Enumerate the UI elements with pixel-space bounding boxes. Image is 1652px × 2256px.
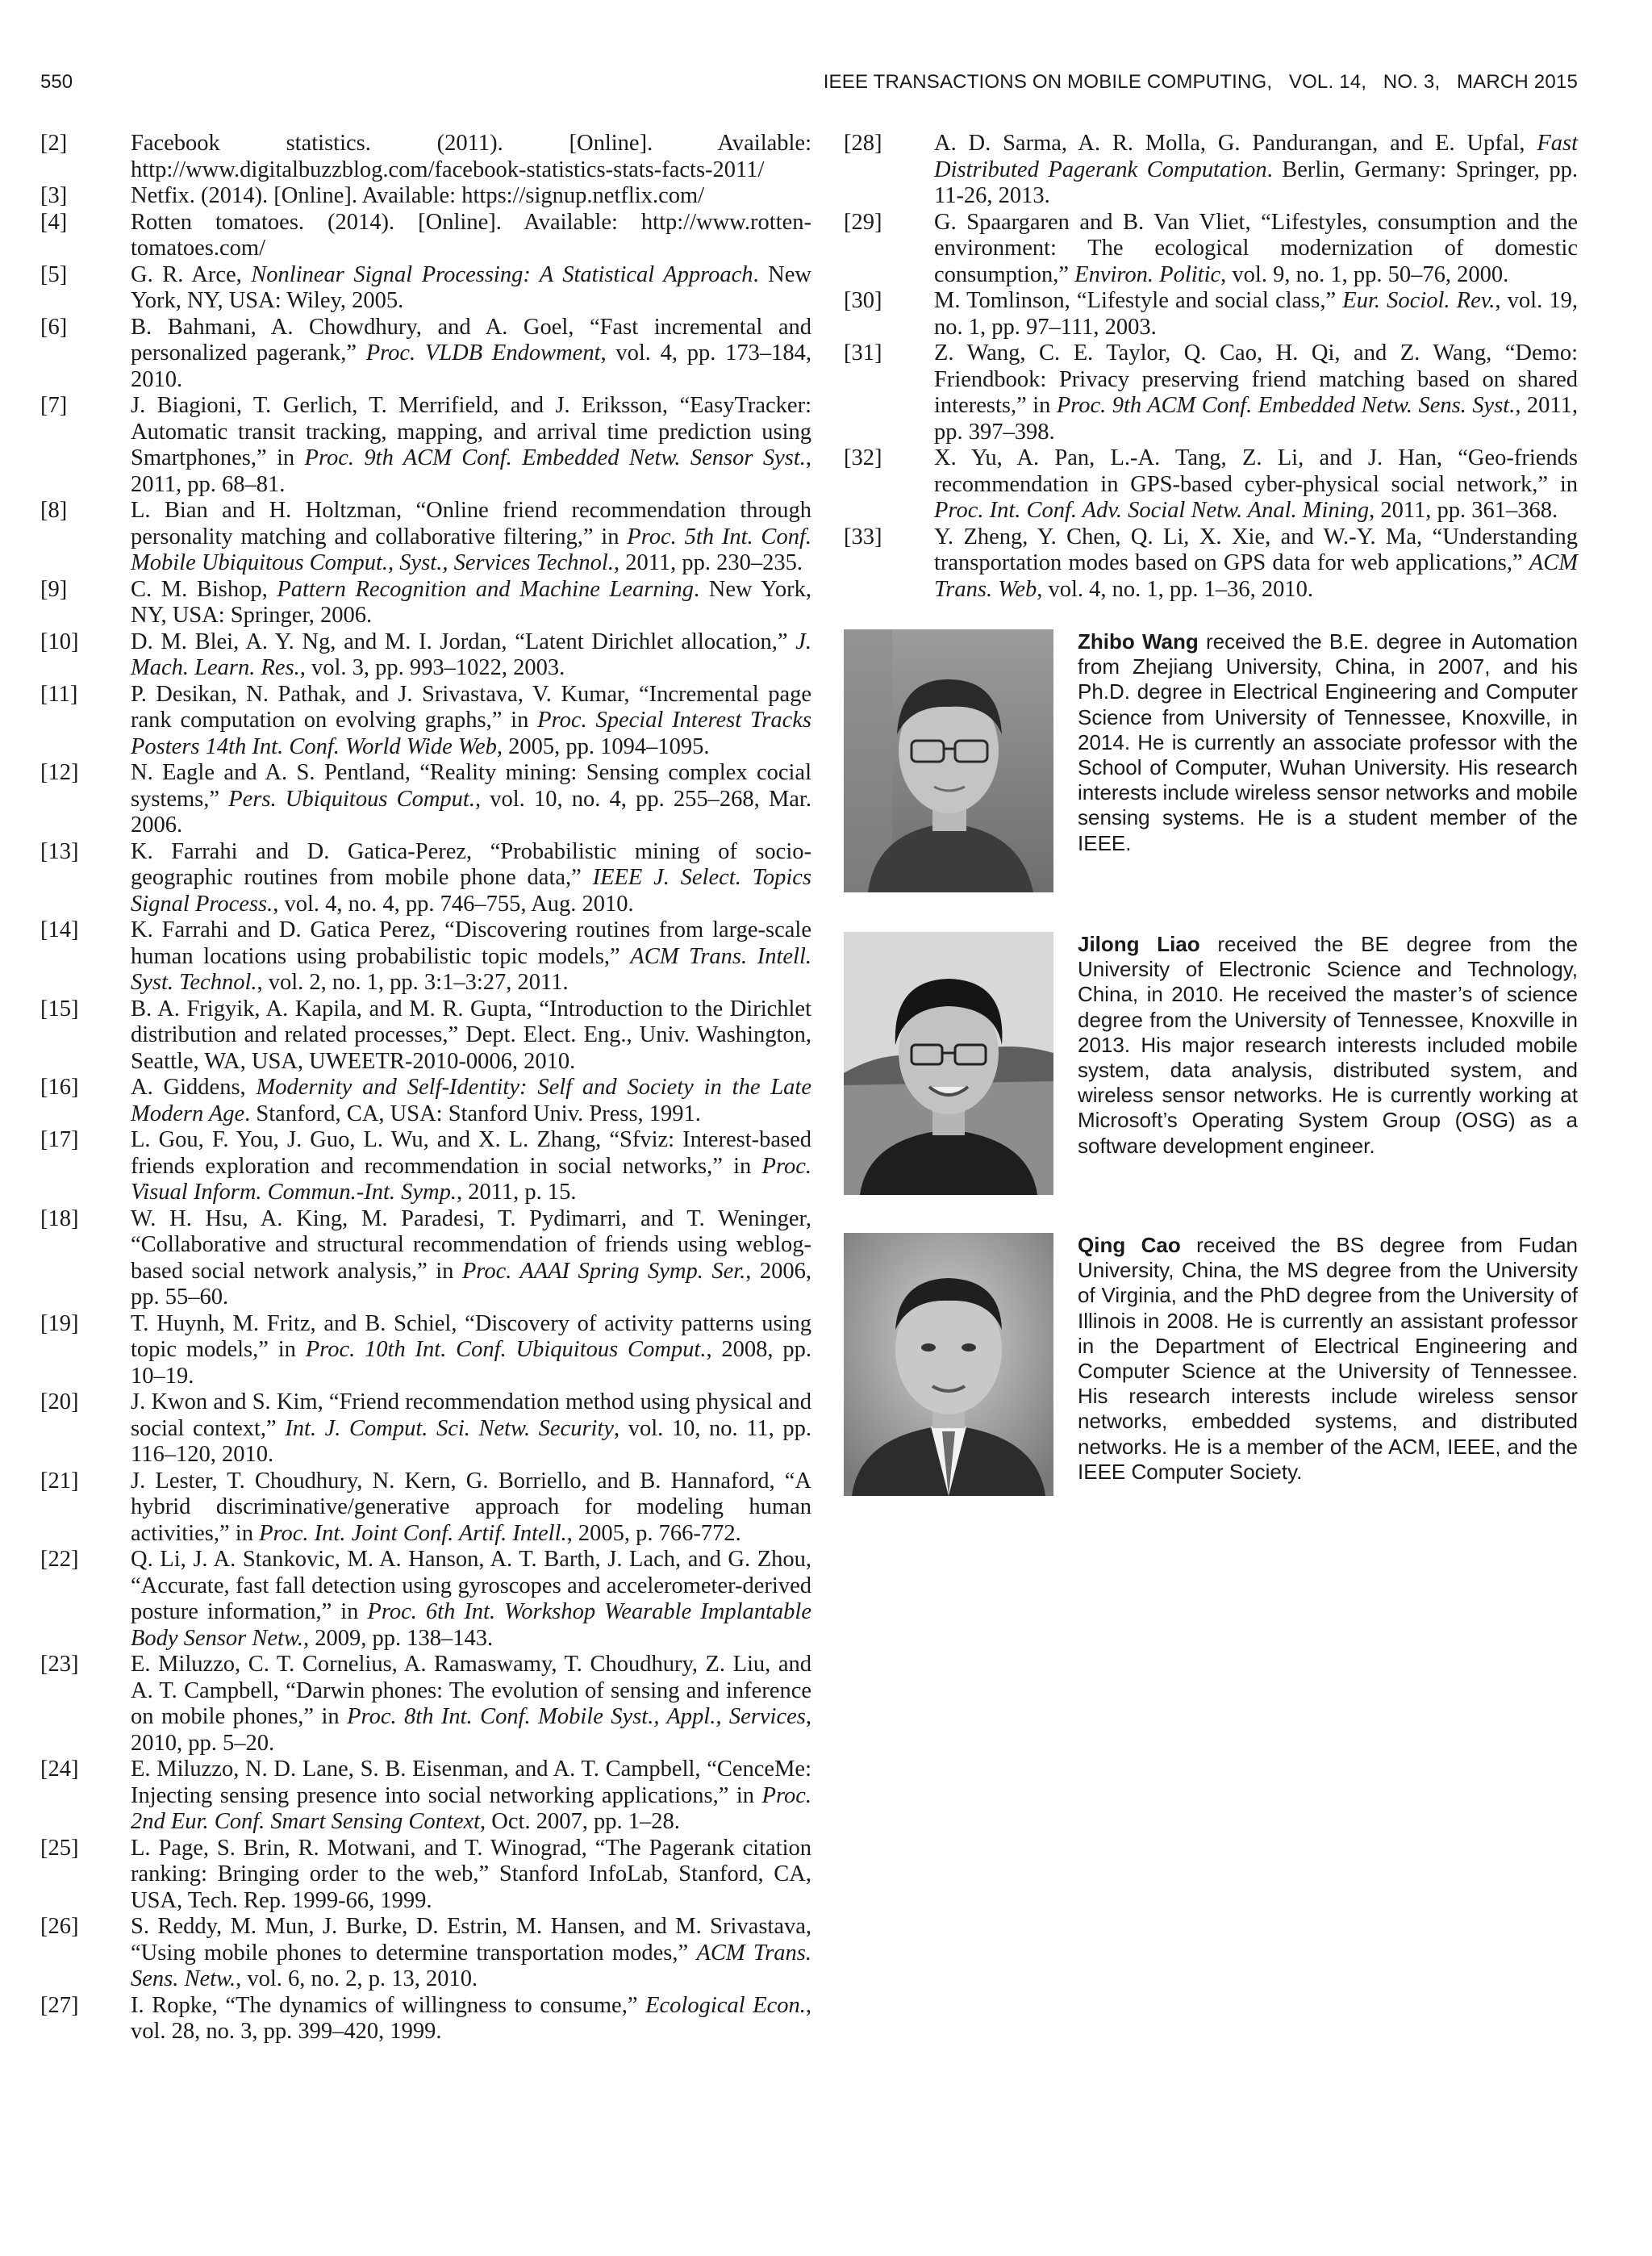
reference-item bbox=[40, 131, 811, 183]
author-photo bbox=[844, 932, 1053, 1195]
reference-item bbox=[40, 393, 811, 498]
reference-venue: Pattern Recognition and Machine Learning bbox=[277, 576, 695, 602]
reference-text bbox=[131, 1547, 811, 1652]
reference-item bbox=[844, 210, 1578, 289]
reference-segment: , Oct. 2007, pp. 1–28. bbox=[480, 1809, 680, 1834]
reference-segment: Q. Li, J. A. Stankovic, M. A. Hanson, A. T. Barth, J. Lach, and G. Zhou, “Accurate, fast fall detection using gyroscopes and accelerometer-derived posture information,” in bbox=[131, 1547, 811, 1624]
reference-number: [13] bbox=[40, 838, 79, 864]
reference-venue: Ecological Econ. bbox=[645, 1992, 806, 2018]
reference-item bbox=[40, 629, 811, 682]
reference-text bbox=[131, 629, 811, 682]
reference-text bbox=[131, 1757, 811, 1836]
reference-segment: L. Page, S. Brin, R. Motwani, and T. Winograd, “The Pagerank citation ranking: Bringing order to the web,” Stanford InfoLab, Stanford, CA, USA, Tech. Rep. 1999-66, 1999. bbox=[131, 1835, 811, 1913]
reference-segment: , 2011, pp. 68–81. bbox=[131, 445, 811, 497]
reference-number: [11] bbox=[40, 681, 78, 707]
reference-segment: J. Lester, T. Choudhury, N. Kern, G. Borriello, and B. Hannaford, “A hybrid discriminative/generative approach for modeling human activities,” in bbox=[131, 1468, 811, 1546]
reference-number: [16] bbox=[40, 1075, 79, 1100]
reference-segment: T. Huynh, M. Fritz, and B. Schiel, “Discovery of activity patterns using topic models,” in bbox=[131, 1310, 811, 1362]
reference-segment: . New York, NY, USA: Wiley, 2005. bbox=[131, 261, 811, 313]
reference-venue: Proc. 9th ACM Conf. Embedded Netw. Sens. Syst. bbox=[1056, 393, 1516, 418]
journal-title: IEEE TRANSACTIONS ON MOBILE COMPUTING, VOL. 14, NO. 3, MARCH 2015 bbox=[823, 71, 1578, 93]
reference-number: [17] bbox=[40, 1127, 79, 1152]
reference-number: [5] bbox=[40, 261, 68, 287]
reference-segment: , vol. 19, no. 1, pp. 97–111, 2003. bbox=[934, 288, 1578, 340]
reference-number: [15] bbox=[40, 996, 79, 1021]
reference-segment: Y. Zheng, Y. Chen, Q. Li, X. Xie, and W.-Y. Ma, “Understanding transportation modes based on GPS data for web applications,” bbox=[934, 524, 1578, 575]
reference-item bbox=[40, 1914, 811, 1993]
reference-text bbox=[131, 1914, 811, 1993]
reference-venue: Pers. Ubiquitous Comput. bbox=[228, 786, 475, 812]
reference-text bbox=[131, 682, 811, 761]
reference-segment: , 2005, p. 766-772. bbox=[566, 1520, 741, 1546]
reference-item bbox=[40, 1468, 811, 1548]
reference-item bbox=[40, 210, 811, 262]
reference-text bbox=[131, 996, 811, 1076]
reference-segment: S. Reddy, M. Mun, J. Burke, D. Estrin, M. Hansen, and M. Srivastava, “Using mobile phones to determine transportation modes,” bbox=[131, 1914, 811, 1966]
reference-number: [30] bbox=[844, 288, 882, 313]
reference-number: [31] bbox=[844, 340, 882, 366]
reference-item bbox=[40, 1547, 811, 1652]
reference-segment: J. Biagioni, T. Gerlich, T. Merrifield, and J. Eriksson, “EasyTracker: Automatic transit tracking, mapping, and arrival time prediction using Smartphones,” in bbox=[131, 393, 811, 470]
page-header bbox=[40, 71, 1578, 103]
reference-number: [32] bbox=[844, 445, 882, 470]
reference-number: [10] bbox=[40, 629, 79, 654]
reference-segment: N. Eagle and A. S. Pentland, “Reality mining: Sensing complex cocial systems,” bbox=[131, 760, 811, 812]
reference-text bbox=[131, 498, 811, 577]
reference-item bbox=[40, 1075, 811, 1127]
reference-item bbox=[40, 183, 811, 210]
reference-venue: Eur. Sociol. Rev. bbox=[1342, 288, 1496, 313]
reference-venue: Proc. 10th Int. Conf. Ubiquitous Comput. bbox=[305, 1337, 707, 1362]
reference-text bbox=[131, 1075, 811, 1127]
reference-number: [12] bbox=[40, 760, 79, 785]
reference-segment: , 2005, pp. 1094–1095. bbox=[496, 733, 710, 759]
reference-text bbox=[131, 315, 811, 394]
reference-text bbox=[131, 917, 811, 996]
reference-segment: K. Farrahi and D. Gatica Perez, “Discovering routines from large-scale human locations using probabilistic topic models,” bbox=[131, 917, 811, 969]
reference-venue: ACM Trans. Sens. Netw. bbox=[131, 1940, 811, 1991]
reference-venue: Proc. 9th ACM Conf. Embedded Netw. Sensor Syst. bbox=[304, 445, 806, 470]
portrait-illustration bbox=[844, 932, 1053, 1195]
reference-item bbox=[40, 1389, 811, 1468]
reference-item bbox=[40, 682, 811, 761]
reference-venue: IEEE J. Select. Topics Signal Process. bbox=[131, 865, 811, 917]
author-name: Zhibo Wang bbox=[1078, 629, 1199, 654]
reference-item bbox=[40, 1993, 811, 2045]
author-bio-text bbox=[1078, 932, 1578, 1159]
reference-text bbox=[934, 131, 1578, 210]
author-name: Jilong Liao bbox=[1078, 932, 1200, 956]
reference-segment: G. Spaargaren and B. Van Vliet, “Lifestyles, consumption and the environment: The ecological modernization of domestic consumption,” bbox=[934, 209, 1578, 287]
reference-segment: Netfix. (2014). [Online]. Available: https://signup.netflix.com/ bbox=[131, 183, 705, 208]
reference-text bbox=[131, 262, 811, 315]
reference-text bbox=[131, 1836, 811, 1915]
author-photo bbox=[844, 1233, 1053, 1496]
reference-segment: , vol. 10, no. 11, pp. 116–120, 2010. bbox=[131, 1415, 812, 1467]
reference-segment: P. Desikan, N. Pathak, and J. Srivastava, V. Kumar, “Incremental page rank computation on evolving graphs,” in bbox=[131, 681, 811, 733]
references-left-column bbox=[40, 131, 811, 2045]
reference-number: [3] bbox=[40, 183, 68, 208]
reference-text bbox=[131, 210, 811, 262]
reference-item bbox=[40, 1127, 811, 1206]
references-right-column bbox=[844, 131, 1578, 603]
reference-venue: ACM Trans. Intell. Syst. Technol. bbox=[131, 943, 811, 995]
reference-number: [14] bbox=[40, 917, 79, 942]
author-bio-text bbox=[1078, 1233, 1578, 1485]
reference-number: [2] bbox=[40, 131, 68, 156]
reference-text bbox=[131, 1389, 811, 1468]
author-name: Qing Cao bbox=[1078, 1233, 1181, 1257]
reference-segment: . Stanford, CA, USA: Stanford Univ. Press, 1991. bbox=[244, 1101, 701, 1126]
reference-text bbox=[131, 839, 811, 918]
reference-text bbox=[131, 1652, 811, 1757]
reference-item bbox=[40, 315, 811, 394]
reference-segment: . Berlin, Germany: Springer, pp. 11-26, 2013. bbox=[934, 157, 1579, 208]
reference-segment: J. Kwon and S. Kim, “Friend recommendation method using physical and social context,” bbox=[131, 1389, 811, 1441]
reference-segment: , vol. 4, pp. 173–184, 2010. bbox=[131, 340, 811, 392]
reference-segment: , 2011, pp. 397–398. bbox=[934, 393, 1579, 445]
reference-segment: , vol. 9, no. 1, pp. 50–76, 2000. bbox=[1220, 261, 1509, 287]
reference-number: [8] bbox=[40, 498, 68, 523]
reference-segment: Facebook statistics. (2011). [Online]. Available: http://www.digitalbuzzblog.com/facebook-statistics-stats-facts-2011/ bbox=[131, 131, 811, 182]
reference-segment: X. Yu, A. Pan, L.-A. Tang, Z. Li, and J. Han, “Geo-friends recommendation in GPS-based cyber-physical social network,” in bbox=[934, 445, 1578, 497]
reference-text bbox=[131, 1993, 811, 2045]
reference-venue: Proc. 5th Int. Conf. Mobile Ubiquitous Comput., Syst., Services Technol. bbox=[131, 524, 811, 575]
reference-number: [27] bbox=[40, 1992, 79, 2018]
reference-item bbox=[40, 839, 811, 918]
reference-number: [6] bbox=[40, 314, 68, 340]
reference-venue: Proc. Visual Inform. Commun.-Int. Symp. bbox=[131, 1153, 811, 1205]
reference-segment: Z. Wang, C. E. Taylor, Q. Cao, H. Qi, and Z. Wang, “Demo: Friendbook: Privacy preserving friend matching based on shared interests,” in bbox=[934, 340, 1578, 418]
reference-venue: Fast Distributed Pagerank Computation bbox=[934, 131, 1578, 182]
reference-text bbox=[131, 1127, 811, 1206]
reference-segment: L. Bian and H. Holtzman, “Online friend recommendation through personality matching and collaborative filtering,” in bbox=[131, 498, 811, 549]
reference-item bbox=[844, 340, 1578, 445]
reference-text bbox=[131, 1206, 811, 1311]
reference-venue: Modernity and Self-Identity: Self and Society in the Late Modern Age bbox=[131, 1075, 811, 1126]
reference-venue: J. Mach. Learn. Res. bbox=[131, 629, 811, 680]
reference-segment: C. M. Bishop, bbox=[131, 576, 277, 602]
reference-item bbox=[40, 917, 811, 996]
reference-segment: , vol. 3, pp. 993–1022, 2003. bbox=[299, 655, 565, 680]
reference-number: [18] bbox=[40, 1205, 79, 1231]
reference-item bbox=[40, 262, 811, 315]
reference-text bbox=[131, 1311, 811, 1390]
reference-item bbox=[40, 1311, 811, 1390]
reference-segment: , 2009, pp. 138–143. bbox=[303, 1625, 494, 1651]
reference-segment: B. A. Frigyik, A. Kapila, and M. R. Gupta, “Introduction to the Dirichlet distribution and related processes,” Dept. Elect. Eng., Univ. Washington, Seattle, WA, USA, UWEETR-2010-0006, 2010. bbox=[131, 996, 811, 1074]
reference-item bbox=[40, 1206, 811, 1311]
reference-segment: E. Miluzzo, C. T. Cornelius, A. Ramaswamy, T. Choudhury, Z. Liu, and A. T. Campbell, “Darwin phones: The evolution of sensing and inference on mobile phones,” in bbox=[131, 1652, 811, 1729]
reference-text bbox=[131, 393, 811, 498]
reference-text bbox=[934, 524, 1578, 604]
reference-venue: Proc. 2nd Eur. Conf. Smart Sensing Context bbox=[131, 1782, 811, 1834]
reference-segment: M. Tomlinson, “Lifestyle and social class,” bbox=[934, 288, 1343, 313]
reference-venue: Proc. Special Interest Tracks Posters 14th Int. Conf. World Wide Web bbox=[131, 708, 811, 759]
reference-number: [22] bbox=[40, 1547, 79, 1572]
reference-item bbox=[844, 524, 1578, 604]
reference-segment: , vol. 2, no. 1, pp. 3:1–3:27, 2011. bbox=[257, 970, 569, 995]
portrait-illustration bbox=[844, 629, 1053, 892]
author-bio-body: received the BE degree from the University of Electronic Science and Technology, China, in 2010. He received the master’s of science degree from the University of Tennessee, Knoxville in 2013. His major research interests included mobile system, data analysis, distributed system, and wireless sensor networks. He is currently working at Microsoft’s Operating System Group (OSG) as a software development engineer. bbox=[1078, 932, 1578, 1158]
reference-item bbox=[40, 1652, 811, 1757]
reference-segment: , 2011, pp. 361–368. bbox=[1369, 498, 1558, 523]
reference-segment: , vol. 4, no. 1, pp. 1–36, 2010. bbox=[1037, 576, 1314, 602]
reference-venue: Environ. Politic bbox=[1074, 261, 1221, 287]
page-number: 550 bbox=[40, 71, 73, 93]
reference-number: [26] bbox=[40, 1914, 79, 1939]
portrait-illustration bbox=[844, 1233, 1053, 1496]
reference-number: [21] bbox=[40, 1468, 79, 1494]
reference-segment: , 2008, pp. 10–19. bbox=[131, 1337, 811, 1389]
reference-segment: D. M. Blei, A. Y. Ng, and M. I. Jordan, “Latent Dirichlet allocation,” bbox=[131, 629, 796, 654]
reference-text bbox=[131, 760, 811, 839]
reference-item bbox=[40, 577, 811, 629]
reference-number: [4] bbox=[40, 209, 68, 235]
reference-number: [7] bbox=[40, 393, 68, 418]
reference-segment: . New York, NY, USA: Springer, 2006. bbox=[131, 576, 811, 628]
reference-item bbox=[40, 1757, 811, 1836]
author-bio-body: received the BS degree from Fudan University, China, the MS degree from the University of Virginia, and the PhD degree from the University of Illinois in 2008. He is currently an assistant professor in the Department of Electrical Engineering and Computer Science at the University of Tennessee. His research interests include wireless sensor networks, embedded systems, and distributed networks. He is a member of the ACM, IEEE, and the IEEE Computer Society. bbox=[1078, 1233, 1578, 1484]
reference-segment: , vol. 10, no. 4, pp. 255–268, Mar. 2006. bbox=[131, 786, 811, 838]
reference-venue: Int. J. Comput. Sci. Netw. Security bbox=[285, 1415, 615, 1441]
reference-segment: , 2011, pp. 230–235. bbox=[613, 550, 803, 575]
reference-segment: , 2010, pp. 5–20. bbox=[131, 1704, 811, 1756]
reference-text bbox=[934, 288, 1578, 340]
reference-number: [25] bbox=[40, 1835, 79, 1861]
reference-segment: A. D. Sarma, A. R. Molla, G. Pandurangan, and E. Upfal, bbox=[934, 131, 1537, 156]
reference-segment: , vol. 4, no. 4, pp. 746–755, Aug. 2010. bbox=[273, 891, 634, 917]
reference-number: [33] bbox=[844, 524, 882, 549]
reference-segment: G. R. Arce, bbox=[131, 261, 252, 287]
reference-item bbox=[40, 760, 811, 839]
author-bio-body: received the B.E. degree in Automation from Zhejiang University, China, in 2007, and his Ph.D. degree in Electrical Engineering and Computer Science from University of Tennessee, Knoxville, in 2014. He is currently an associate professor with the School of Computer, Wuhan University. His research interests include wireless sensor networks and mobile sensing systems. He is a student member of the IEEE. bbox=[1078, 629, 1578, 855]
reference-segment: Rotten tomatoes. (2014). [Online]. Available: http://www.rotten-tomatoes.com/ bbox=[131, 209, 811, 261]
reference-segment: , 2006, pp. 55–60. bbox=[131, 1258, 812, 1310]
reference-venue: Proc. 6th Int. Workshop Wearable Implantable Body Sensor Netw. bbox=[131, 1599, 811, 1651]
reference-segment: K. Farrahi and D. Gatica-Perez, “Probabilistic mining of socio-geographic routines from mobile phone data,” bbox=[131, 838, 811, 890]
reference-number: [24] bbox=[40, 1757, 79, 1782]
author-photo bbox=[844, 629, 1053, 892]
reference-segment: B. Bahmani, A. Chowdhury, and A. Goel, “Fast incremental and personalized pagerank,” bbox=[131, 314, 811, 366]
reference-item bbox=[40, 1836, 811, 1915]
reference-number: [19] bbox=[40, 1310, 79, 1336]
reference-segment: , vol. 6, no. 2, p. 13, 2010. bbox=[236, 1966, 478, 1991]
reference-segment: E. Miluzzo, N. D. Lane, S. B. Eisenman, and A. T. Campbell, “CenceMe: Injecting sensing presence into social networking applications,” in bbox=[131, 1757, 811, 1808]
reference-venue: Proc. 8th Int. Conf. Mobile Syst., Appl., Services bbox=[347, 1704, 806, 1729]
reference-item bbox=[40, 498, 811, 577]
reference-text bbox=[131, 577, 811, 629]
reference-item bbox=[844, 445, 1578, 524]
reference-venue: Proc. AAAI Spring Symp. Ser. bbox=[461, 1258, 746, 1284]
reference-text bbox=[934, 445, 1578, 524]
reference-item bbox=[40, 996, 811, 1076]
reference-venue: Proc. VLDB Endowment bbox=[365, 340, 601, 366]
reference-number: [28] bbox=[844, 131, 882, 156]
reference-text bbox=[131, 183, 811, 210]
reference-item bbox=[844, 288, 1578, 340]
reference-venue: Proc. Int. Joint Conf. Artif. Intell. bbox=[259, 1520, 567, 1546]
reference-segment: W. H. Hsu, A. King, M. Paradesi, T. Pydimarri, and T. Weninger, “Collaborative and structural recommendation of friends using weblog-based social network analysis,” in bbox=[131, 1205, 811, 1284]
reference-segment: , 2011, p. 15. bbox=[456, 1180, 577, 1205]
reference-venue: Nonlinear Signal Processing: A Statistical Approach bbox=[251, 261, 753, 287]
reference-segment: , vol. 28, no. 3, pp. 399–420, 1999. bbox=[131, 1992, 811, 2044]
reference-item bbox=[844, 131, 1578, 210]
reference-text bbox=[131, 131, 811, 183]
reference-segment: I. Ropke, “The dynamics of willingness to consume,” bbox=[131, 1992, 646, 2018]
reference-number: [23] bbox=[40, 1652, 79, 1677]
reference-venue: Proc. Int. Conf. Adv. Social Netw. Anal. Mining bbox=[934, 498, 1370, 523]
author-bio-text bbox=[1078, 629, 1578, 856]
reference-text bbox=[131, 1468, 811, 1548]
reference-segment: L. Gou, F. You, J. Guo, L. Wu, and X. L. Zhang, “Sfviz: Interest-based friends exploration and recommendation in social networks,” in bbox=[131, 1127, 811, 1179]
reference-number: [20] bbox=[40, 1389, 79, 1414]
reference-segment: A. Giddens, bbox=[131, 1075, 257, 1100]
reference-text bbox=[934, 340, 1578, 445]
reference-number: [29] bbox=[844, 209, 882, 235]
reference-text bbox=[934, 210, 1578, 289]
reference-number: [9] bbox=[40, 576, 68, 602]
reference-venue: ACM Trans. Web bbox=[934, 550, 1578, 602]
